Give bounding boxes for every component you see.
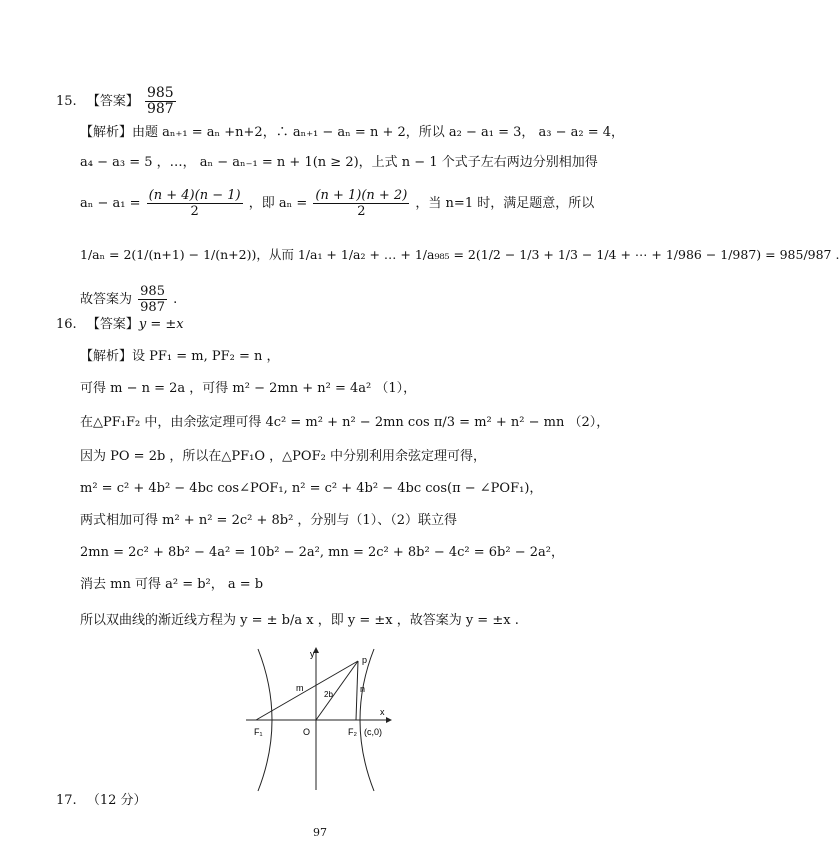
q15-text-5b: . [173, 292, 178, 307]
q15-header [56, 86, 178, 117]
q16-line4: 因为 PO = 2b ，所以在△PF₁O ，△POF₂ 中分别利用余弦定理可得， [80, 449, 486, 464]
q15-answer-label: 【答案】 [86, 94, 139, 109]
q16-answer: y = ±x [138, 317, 184, 332]
label-c0: (c,0) [364, 727, 382, 737]
q16-line9: 所以双曲线的渐近线方程为 y = ± b/a x ，即 y = ±x ，故答案为 y = ±x . [80, 613, 519, 628]
segment-pf2 [356, 661, 358, 720]
q15-fraction-2: $\frac{(n + 1)(n + 2)}{2}$ [315, 188, 408, 219]
q16-line7: 2mn = 2c² + 8b² − 4a² = 10b² − 2a², mn = 2c² + 8b² − 4c² = 6b² − 2a²， [80, 545, 564, 560]
q16-line5: m² = c² + 4b² − 4bc cos∠POF₁, n² = c² + 4b² − 4bc cos(π − ∠POF₁)， [80, 481, 543, 496]
q15-analysis-line2: a₄ − a₃ = 5 ，…， aₙ − aₙ₋₁ = n + 1(n ≥ 2)，上式 n − 1 个式子左右两边分别相加得 [80, 155, 598, 170]
q15-analysis-label: 【解析】 [80, 125, 133, 140]
q15-text-1: 由题 aₙ₊₁ = aₙ +n+2，∴ aₙ₊₁ − aₙ = n + 2，所以 a₂ − a₁ = 3， a₃ − a₂ = 4， [132, 125, 625, 140]
q15-fraction-1: $\frac{(n + 4)(n - 1)}{2}$ [148, 188, 241, 219]
q16-answer-label: 【答案】 [86, 317, 139, 332]
q16-line2: 可得 m − n = 2a ，可得 m² − 2mn + n² = 4a² （1）， [80, 381, 417, 396]
q15-text-5a: 故答案为 [80, 292, 133, 307]
q15-text-3a: aₙ − a₁ = [80, 196, 141, 211]
label-p: p [362, 655, 368, 665]
q15-analysis-line1 [80, 124, 624, 142]
q15-analysis-line4: 1/aₙ = 2(1/(n+1) − 1/(n+2))，从而 1/a₁ + 1/a₂ + … + 1/a₉₈₅ = 2(1/2 − 1/3 + 1/3 − 1/4 + ⋯ + 1/986 − 1/987) = 985/987 . [80, 247, 839, 262]
q15-analysis-line3 [80, 188, 594, 219]
q15-number: 15. [56, 94, 77, 109]
hyperbola-figure [240, 645, 400, 795]
q16-text-1: 设 PF₁ = m, PF₂ = n ， [132, 349, 280, 364]
label-f1: F₁ [254, 727, 263, 737]
label-o: O [303, 727, 311, 737]
label-n: n [360, 684, 366, 694]
q15-text-3b: ，即 aₙ = [248, 196, 308, 211]
q17-header [56, 792, 147, 810]
segment-po [316, 661, 358, 720]
q15-analysis-line5 [80, 284, 177, 315]
q16-analysis-line1 [80, 348, 280, 366]
label-2b: 2b [324, 690, 333, 699]
label-m: m [296, 683, 304, 693]
segment-pf1 [256, 661, 358, 720]
q17-number: 17. [56, 793, 77, 808]
q16-line8: 消去 mn 可得 a² = b²， a = b [80, 577, 264, 592]
q16-analysis-label: 【解析】 [80, 349, 133, 364]
q15-answer-fraction: $\frac{985}{987}$ [146, 85, 174, 117]
q16-header [56, 316, 184, 334]
label-y: y [310, 649, 315, 659]
q16-line6: 两式相加可得 m² + n² = 2c² + 8b² ，分别与（1）、（2）联立得 [80, 513, 457, 528]
label-x: x [380, 707, 385, 717]
x-axis-arrow [386, 717, 392, 723]
label-f2: F₂ [348, 727, 357, 737]
q16-line3: 在△PF₁F₂ 中，由余弦定理可得 4c² = m² + n² − 2mn cos π/3 = m² + n² − mn （2）， [80, 415, 610, 430]
q15-text-3c: ，当 n=1 时，满足题意，所以 [415, 196, 595, 211]
q16-number: 16. [56, 317, 77, 332]
q17-score: （12 分） [86, 793, 147, 808]
page-number: 97 [313, 826, 327, 839]
q15-final-fraction: $\frac{985}{987}$ [140, 284, 165, 315]
